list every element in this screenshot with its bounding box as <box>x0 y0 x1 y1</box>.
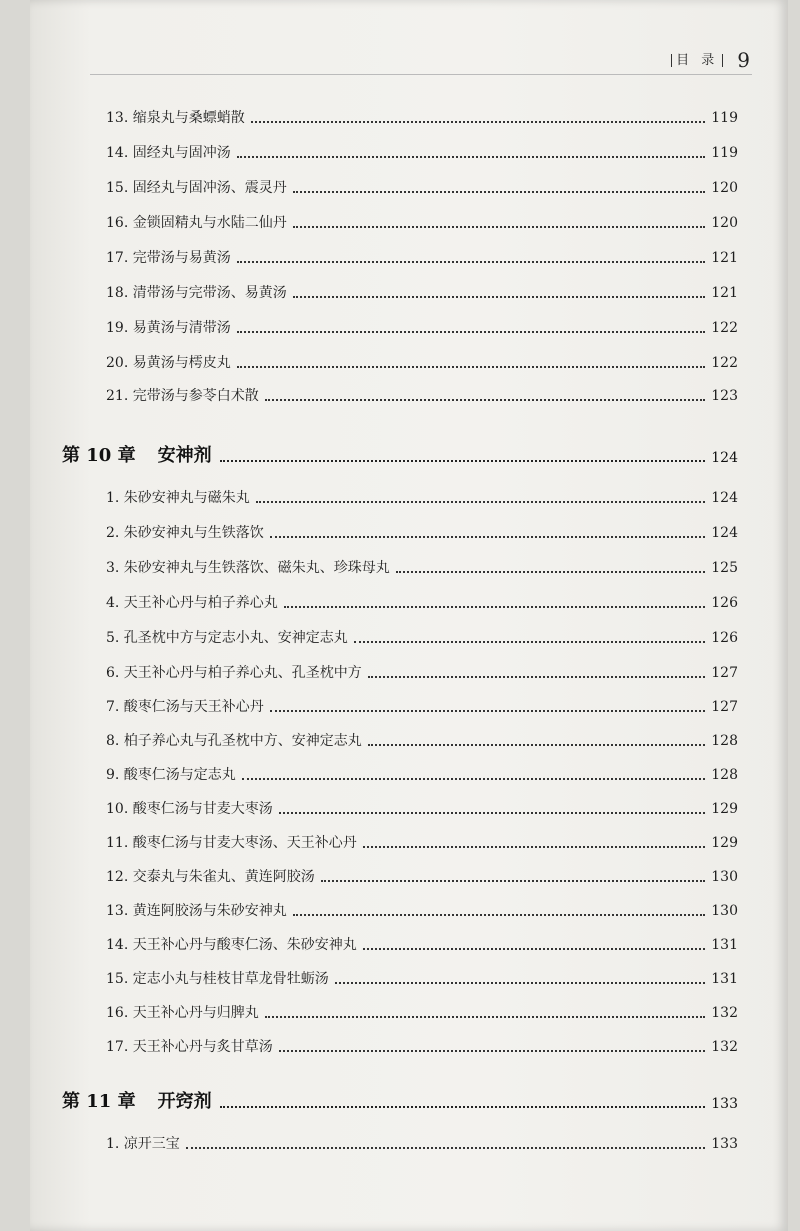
toc-entry[interactable] <box>106 585 738 613</box>
toc-entry[interactable] <box>106 205 738 233</box>
dot-leader <box>368 676 705 678</box>
toc-entry[interactable] <box>106 345 738 373</box>
dot-leader <box>265 399 706 401</box>
entry-page-number: 125 <box>711 560 738 576</box>
dot-leader <box>293 914 706 916</box>
toc-entry[interactable] <box>106 791 738 819</box>
entry-title: 10. 酸枣仁汤与甘麦大枣汤 <box>106 801 273 817</box>
entry-title: 4. 天王补心丹与柏子养心丸 <box>106 595 278 611</box>
chapter-number: 第 11 章 <box>62 1091 136 1112</box>
entry-title: 18. 清带汤与完带汤、易黄汤 <box>106 285 287 301</box>
dot-leader <box>220 460 706 462</box>
entry-title: 16. 天王补心丹与归脾丸 <box>106 1005 259 1021</box>
chapter-title <box>62 444 212 468</box>
toc-entry[interactable] <box>106 689 738 717</box>
dot-leader <box>270 710 705 712</box>
entry-title: 16. 金锁固精丸与水陆二仙丹 <box>106 215 287 231</box>
dot-leader <box>251 121 706 123</box>
chapter-number: 第 10 章 <box>62 445 136 466</box>
toc-entry[interactable] <box>106 723 738 751</box>
entry-title: 2. 朱砂安神丸与生铁落饮 <box>106 525 264 541</box>
entry-page-number: 123 <box>711 388 738 404</box>
entry-title: 3. 朱砂安神丸与生铁落饮、磁朱丸、珍珠母丸 <box>106 560 390 576</box>
toc-entry[interactable] <box>106 550 738 578</box>
dot-leader <box>237 331 706 333</box>
dot-leader <box>237 261 706 263</box>
dot-leader <box>220 1106 706 1108</box>
entry-title: 15. 定志小丸与桂枝甘草龙骨牡蛎汤 <box>106 971 329 987</box>
entry-page-number: 129 <box>711 835 738 851</box>
dot-leader <box>368 744 705 746</box>
entry-title: 5. 孔圣枕中方与定志小丸、安神定志丸 <box>106 630 348 646</box>
entry-title: 12. 交泰丸与朱雀丸、黄连阿胶汤 <box>106 869 315 885</box>
entry-title: 6. 天王补心丹与柏子养心丸、孔圣枕中方 <box>106 665 362 681</box>
entry-page-number: 132 <box>711 1039 738 1055</box>
entry-page-number: 119 <box>711 110 738 126</box>
toc-entry[interactable] <box>106 620 738 648</box>
toc-entry[interactable] <box>106 170 738 198</box>
entry-title: 1. 朱砂安神丸与磁朱丸 <box>106 490 250 506</box>
entry-page-number: 128 <box>711 733 738 749</box>
entry-title: 17. 天王补心丹与炙甘草汤 <box>106 1039 273 1055</box>
entry-page-number: 124 <box>711 490 738 506</box>
entry-title: 7. 酸枣仁汤与天王补心丹 <box>106 699 264 715</box>
entry-page-number: 131 <box>711 971 738 987</box>
toc-entry[interactable] <box>106 655 738 683</box>
header-section-label: 目 录 <box>671 54 723 67</box>
entry-page-number: 126 <box>711 630 738 646</box>
entry-page-number: 127 <box>711 699 738 715</box>
toc-entry[interactable] <box>106 757 738 785</box>
entry-page-number: 130 <box>711 869 738 885</box>
dot-leader <box>363 846 706 848</box>
toc-entry[interactable] <box>106 378 738 406</box>
dot-leader <box>186 1147 705 1149</box>
entry-page-number: 130 <box>711 903 738 919</box>
entry-page-number: 124 <box>711 450 738 466</box>
entry-title: 14. 固经丸与固冲汤 <box>106 145 231 161</box>
chapter-name: 安神剂 <box>157 445 212 466</box>
dot-leader <box>321 880 706 882</box>
dot-leader <box>237 366 706 368</box>
entry-title: 21. 完带汤与参苓白术散 <box>106 388 259 404</box>
entry-title: 9. 酸枣仁汤与定志丸 <box>106 767 236 783</box>
entry-page-number: 122 <box>711 320 738 336</box>
header-rule <box>90 74 752 75</box>
dot-leader <box>293 296 706 298</box>
entry-title: 15. 固经丸与固冲汤、震灵丹 <box>106 180 287 196</box>
entry-title: 13. 缩泉丸与桑螵蛸散 <box>106 110 245 126</box>
toc-entry[interactable] <box>106 859 738 887</box>
dot-leader <box>354 641 705 643</box>
entry-page-number: 133 <box>711 1136 738 1152</box>
dot-leader <box>256 501 705 503</box>
entry-page-number: 122 <box>711 355 738 371</box>
entry-page-number: 132 <box>711 1005 738 1021</box>
toc-entry[interactable] <box>106 1029 738 1057</box>
dot-leader <box>396 571 705 573</box>
entry-title: 20. 易黄汤与樗皮丸 <box>106 355 231 371</box>
toc-entry[interactable] <box>106 515 738 543</box>
entry-page-number: 126 <box>711 595 738 611</box>
dot-leader <box>279 812 706 814</box>
dot-leader <box>279 1050 706 1052</box>
dot-leader <box>265 1016 706 1018</box>
toc-entry[interactable] <box>106 825 738 853</box>
entry-title: 13. 黄连阿胶汤与朱砂安神丸 <box>106 903 287 919</box>
dot-leader <box>335 982 706 984</box>
dot-leader <box>237 156 706 158</box>
entry-page-number: 121 <box>711 285 738 301</box>
entry-page-number: 119 <box>711 145 738 161</box>
entry-page-number: 127 <box>711 665 738 681</box>
entry-title: 11. 酸枣仁汤与甘麦大枣汤、天王补心丹 <box>106 835 357 851</box>
header-page-number: 9 <box>737 48 750 72</box>
entry-page-number: 133 <box>711 1096 738 1112</box>
toc-entry[interactable] <box>106 135 738 163</box>
dot-leader <box>293 226 706 228</box>
entry-page-number: 121 <box>711 250 738 266</box>
dot-leader <box>363 948 706 950</box>
entry-page-number: 128 <box>711 767 738 783</box>
toc-entry[interactable] <box>106 275 738 303</box>
entry-page-number: 124 <box>711 525 738 541</box>
dot-leader <box>293 191 706 193</box>
toc-entry[interactable] <box>106 100 738 128</box>
toc-chapter-heading[interactable] <box>62 1082 738 1114</box>
toc-entry[interactable] <box>106 893 738 921</box>
dot-leader <box>284 606 705 608</box>
entry-title: 8. 柏子养心丸与孔圣枕中方、安神定志丸 <box>106 733 362 749</box>
entry-title: 17. 完带汤与易黄汤 <box>106 250 231 266</box>
entry-page-number: 120 <box>711 180 738 196</box>
entry-title: 19. 易黄汤与清带汤 <box>106 320 231 336</box>
entry-page-number: 129 <box>711 801 738 817</box>
running-header <box>671 48 750 72</box>
chapter-title <box>62 1090 212 1114</box>
dot-leader <box>242 778 705 780</box>
chapter-name: 开窍剂 <box>157 1091 212 1112</box>
toc-chapter-heading[interactable] <box>62 436 738 468</box>
toc-entry[interactable] <box>106 240 738 268</box>
dot-leader <box>270 536 705 538</box>
toc-entry[interactable] <box>106 480 738 508</box>
toc-entry[interactable] <box>106 961 738 989</box>
entry-title: 1. 凉开三宝 <box>106 1136 180 1152</box>
toc-entry[interactable] <box>106 927 738 955</box>
entry-page-number: 120 <box>711 215 738 231</box>
entry-title: 14. 天王补心丹与酸枣仁汤、朱砂安神丸 <box>106 937 357 953</box>
entry-page-number: 131 <box>711 937 738 953</box>
toc-entry[interactable] <box>106 310 738 338</box>
toc-entry[interactable] <box>106 1126 738 1154</box>
toc-entry[interactable] <box>106 995 738 1023</box>
